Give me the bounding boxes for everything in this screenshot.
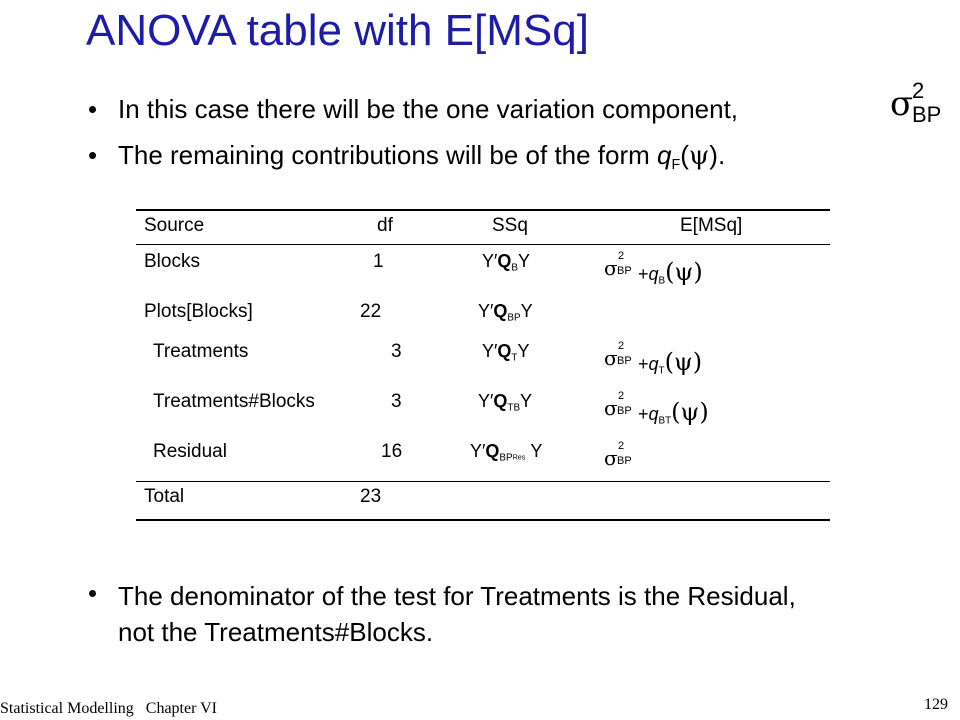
q-symbol: q [657,140,672,170]
sigma-sup: 2 [618,340,625,352]
sigma-bp [604,442,638,470]
row-source: Treatments [153,341,249,362]
sigma-bp [604,252,638,280]
sigma-sup: 2 [618,440,625,452]
sigma-glyph: σ [604,346,618,370]
row-source: Treatments#Blocks [153,391,315,412]
row-ssq [482,251,530,273]
ssq-q: Q [485,441,500,461]
ssq-sub: B [511,262,518,274]
ssq-y-prime: Y′ [478,301,494,321]
ssq-y: Y [520,301,533,321]
psi-symbol: ψ [673,348,693,376]
header-df: df [377,215,393,236]
psi-term: (ψ) [664,348,703,376]
row-ssq [478,301,533,323]
row-df: 16 [381,441,403,462]
sigma-glyph: σ [890,84,914,124]
psi-symbol: ψ [674,258,694,286]
row-source: Residual [153,441,227,462]
row-emsq [604,252,703,286]
q-symbol: q [648,404,659,424]
sigma-sub: BP [617,355,632,367]
q-symbol: q [648,264,659,284]
ssq-y-prime: Y′ [482,341,498,361]
ssq-sub: BP [499,452,513,464]
ssq-sub: T [511,352,518,364]
footer-text: Statistical Modelling Chapter VI [0,700,218,717]
plus-sign: + [638,264,649,284]
table-bottom-rule [136,519,830,521]
row-df: 3 [391,341,402,362]
row-df: 1 [373,251,384,272]
plus-sign: + [638,404,649,424]
table-total-rule [136,481,830,482]
page-number: 129 [924,696,948,713]
ssq-y-prime: Y′ [470,441,486,461]
bullet-dot: • [88,94,98,124]
sigma-sub: BP [617,405,632,417]
row-df: 23 [360,486,382,507]
bullet-dot: • [88,140,98,170]
sigma-sub: BP [912,102,942,127]
slide-title: ANOVA table with E[MSq] [86,6,589,55]
header-source: Source [144,215,205,236]
ssq-q: Q [497,251,512,271]
table-top-rule [136,209,830,211]
ssq-q: Q [493,301,508,321]
row-df: 3 [391,391,402,412]
sigma-glyph: σ [604,396,618,420]
ssq-sub: BP [507,312,521,324]
sigma-bp-symbol [890,78,942,127]
sigma-sup: 2 [618,390,625,402]
psi-term: (ψ) [671,398,709,426]
bullet-text: The denominator of the test for Treatments is the Residual, not the Treatments#Blocks. [118,581,796,647]
bullet-text: In this case there will be the one variation component, [118,94,739,124]
sigma-sub: BP [617,455,632,467]
ssq-y-prime: Y′ [482,251,498,271]
row-emsq [604,392,709,426]
ssq-y: Y [517,341,530,361]
row-source: Plots[Blocks] [144,301,253,322]
sigma-sub: BP [617,265,632,277]
q-sub: B [658,275,666,287]
row-emsq [604,342,702,376]
sigma-bp [604,392,638,420]
row-source: Total [144,486,185,507]
ssq-y: Y [530,441,543,461]
row-ssq [482,341,529,363]
ssq-q: Q [497,341,512,361]
row-source: Blocks [144,251,200,272]
close-paren: ). [709,140,726,170]
q-sub: BT [658,415,672,427]
ssq-y: Y [520,391,533,411]
ssq-q: Q [493,391,508,411]
header-ssq: SSq [492,215,528,236]
row-ssq [478,391,532,413]
sigma-glyph: σ [604,446,618,470]
bullet-dot: • [88,578,98,608]
sigma-sup: 2 [912,78,925,103]
bullet-text [118,140,725,173]
row-emsq [604,442,638,475]
open-paren: ( [680,140,689,170]
q-symbol: q [648,354,659,374]
plus-sign: + [638,354,649,374]
ssq-y-prime: Y′ [478,391,494,411]
ssq-subsub: Res [512,452,526,462]
bullet-text-part: The remaining contributions will be of the form [118,140,658,170]
psi-symbol: ψ [680,398,700,426]
sigma-glyph: σ [604,256,618,280]
q-sub: F [671,157,681,173]
psi-symbol: ψ [688,141,710,171]
psi-term: (ψ) [665,258,703,286]
table-header-rule [136,244,830,245]
ssq-y: Y [518,251,531,271]
header-emsq: E[MSq] [680,215,743,236]
sigma-bp [604,342,638,370]
ssq-sub: TB [507,402,521,414]
sigma-sup: 2 [618,250,625,262]
q-sub: T [658,365,665,377]
row-ssq [470,441,542,463]
row-df: 22 [360,301,382,322]
